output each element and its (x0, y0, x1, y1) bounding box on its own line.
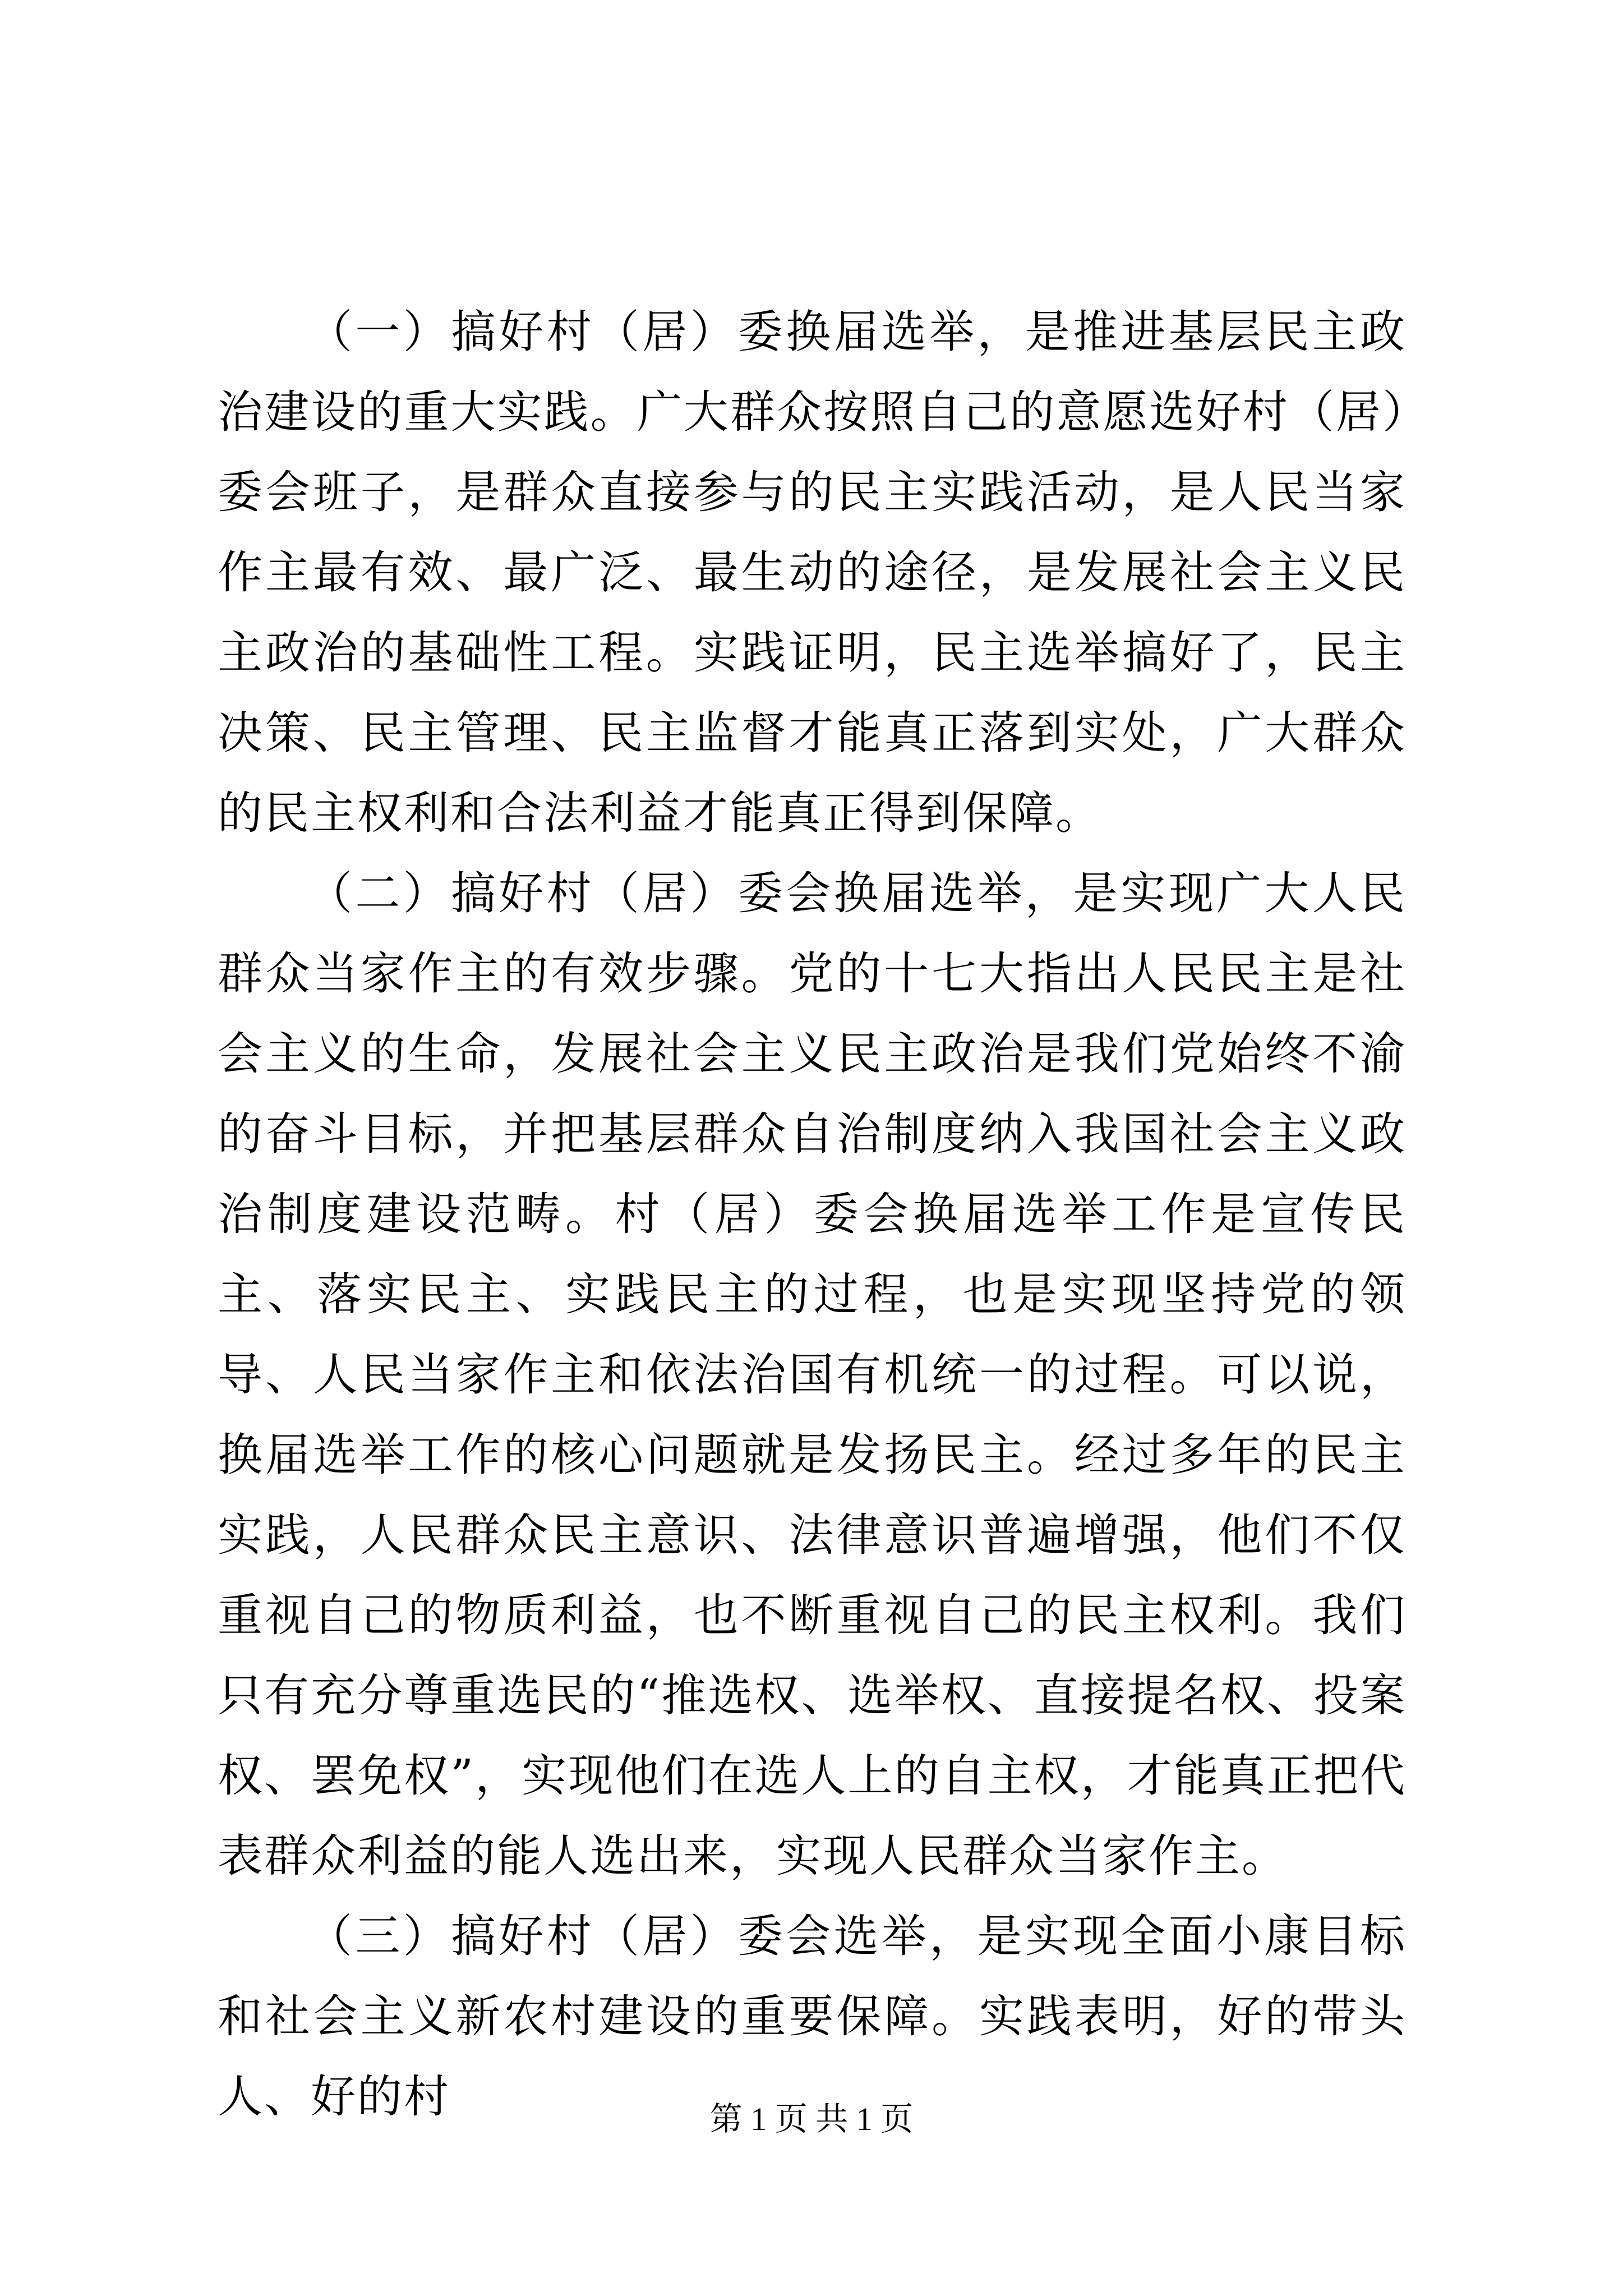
paragraph-2: （二）搞好村（居）委会换届选举，是实现广大人民群众当家作主的有效步骤。党的十七大指出人民民主是社会主义的生命，发展社会主义民主政治是我们党始终不渝的奋斗目标，并把基层群众自治制度纳入我国社会主义政治制度建设范畴。村（居）委会换届选举工作是宣传民主、落实民主、实践民主的过程，也是实现坚持党的领导、人民当家作主和依法治国有机统一的过程。可以说，换届选举工作的核心问题就是发扬民主。经过多年的民主实践，人民群众民主意识、法律意识普遍增强，他们不仅重视自己的物质利益，也不断重视自己的民主权利。我们只有充分尊重选民的“推选权、选举权、直接提名权、投案权、罢免权”，实现他们在选人上的自主权，才能真正把代表群众利益的能人选出来，实现人民群众当家作主。 (218, 867, 1407, 1882)
document-body (218, 292, 1407, 2137)
page-footer: 第 1 页 共 1 页 (709, 2101, 914, 2137)
paragraph-3: （三）搞好村（居）委会选举，是实现全面小康目标和社会主义新农村建设的重要保障。实践表明，好的带头人、好的村 (218, 1910, 1407, 2123)
paragraph-1: （一）搞好村（居）委换届选举，是推进基层民主政治建设的重大实践。广大群众按照自己的意愿选好村（居）委会班子，是群众直接参与的民主实践活动，是人民当家作主最有效、最广泛、最生动的途径，是发展社会主义民主政治的基础性工程。实践证明，民主选举搞好了，民主决策、民主管理、民主监督才能真正落到实处，广大群众的民主权利和合法利益才能真正得到保障。 (218, 306, 1407, 839)
